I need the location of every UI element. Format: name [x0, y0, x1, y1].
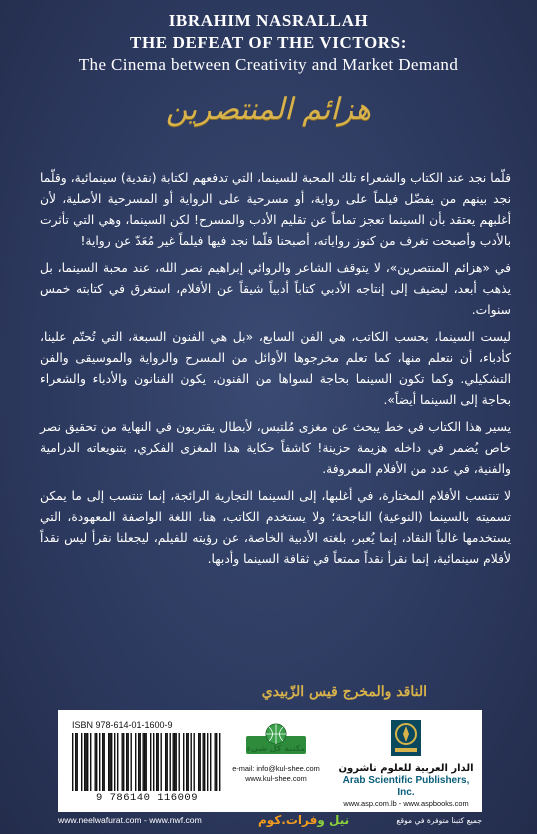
- isbn-label: ISBN 978-614-01-1600-9: [72, 720, 173, 730]
- publisher-emblem-icon: [389, 718, 423, 758]
- blurb-paragraph-1: قلّما نجد عند الكتاب والشعراء تلك المحبة للسينما، التي تدفعهم لكتابة (نقدية) سينمائية، وقلّما نجد بينهم من يفضّل فيلماً على رواية، أو مسرحية على الرواية أو المسرحية الأصلية، لأن أغلبهم يعتقد بأن السينما تعجز تماماً عن تقليم الأدب والمسرح! لكن السينما، وهي التي تأثرت بالأدب وأصبحت تغرف من كنوز رواياته، أصبحنا قلّما نجد فيها فيلماً غير مُعَدّ عن رواية!: [40, 171, 511, 248]
- publisher-name-english: Arab Scientific Publishers, Inc.: [342, 775, 470, 798]
- publisher-website: www.asp.com.lb - www.aspbooks.com: [343, 799, 469, 808]
- bookshop-email: e-mail: info@kul-shee.com: [232, 764, 320, 773]
- store-urls: www.neelwafurat.com - www.nwf.com: [58, 815, 202, 825]
- critic-signature: الناقد والمخرج قيس الزّبيدي: [261, 684, 427, 700]
- bottom-bar: [58, 812, 482, 832]
- english-header: [0, 10, 537, 76]
- blurb-paragraph-5: لا تنتسب الأفلام المختارة، في أغلبها، إلى السينما التجارية الرائجة، إنما تنتسب إلى ما يمكن تسميته بالسينما (النوعية) الناجحة؛ ولا يستخدم الكاتب، هنا، اللغة الواصفة المعهودة، التي يستخدمها غالباً النقاد، إنما يُعبر، بلغته الأدبية الخاصة، عن رؤيته للفيلم، ليجعلنا نقرأ ليس نقداً لأفلام سينمائية، إنما نقرأ نقداً ممتعاً في ثقافة السينما وأدبها.: [40, 489, 511, 566]
- blurb-paragraph-4: يسير هذا الكتاب في خط يبحث عن مغزى مُلتبس، لأبطال يقتربون في النهاية من تحقيق نصر خاص يُضمر في داخله هزيمة حزينة! كاشفاً حكاية هذا المغزى الفكري، بتنويعاته الدرامية والفنية، في عدد من الأفلام المعروفة.: [40, 420, 511, 476]
- bookshop-website: www.kul-shee.com: [245, 774, 307, 783]
- publisher-info-box: [58, 710, 482, 812]
- logo-part-orange: فرات.كوم: [258, 813, 318, 827]
- barcode-bars: [72, 733, 222, 791]
- english-subtitle: The Cinema between Creativity and Market Demand: [78, 55, 459, 74]
- blurb-text: [40, 168, 511, 576]
- author-name: IBRAHIM NASRALLAH: [168, 11, 369, 30]
- availability-note: جميع كتبنا متوفرة في موقع: [396, 816, 482, 825]
- neelwafurat-logo: [258, 813, 349, 827]
- bookshop-logo-icon: [246, 722, 306, 760]
- publisher-info: [336, 718, 476, 808]
- bookshop-info: [228, 722, 324, 808]
- blurb-paragraph-2: في «هزائم المنتصرين»، لا يتوقف الشاعر والروائي إبراهيم نصر الله، عند محبة السينما، بل يذهب أبعد، ليضيف إلى إنتاجه الأدبي كتاباً أدبياً شيقاً عن الأفلام، استغرق في كتابته خمس سنوات.: [40, 261, 511, 317]
- english-title: THE DEFEAT OF THE VICTORS:: [130, 33, 407, 52]
- arabic-title: هزائم المنتصرين: [165, 92, 372, 127]
- barcode-digits: 9 786140 116009: [95, 792, 198, 804]
- logo-part-green: نيل و: [317, 813, 350, 827]
- bookshop-logo-text: مكتبة كل شيء: [246, 744, 306, 753]
- isbn-barcode: [72, 720, 222, 804]
- publisher-name-arabic: الدار العربية للعلوم ناشرون: [338, 763, 474, 774]
- blurb-paragraph-3: ليست السينما، بحسب الكاتب، هي الفن السابع، «بل هي الفنون السبعة، التي تُحتّم علينا، كأدباء، أن نتعلم منها، كما تعلم مخرجوها الأوائل من المسرح والرواية والموسيقى والفن التشكيلي. وكما تكون السينما بحاجة لسواها من الفنون، يكون الفنانون والأدباء والشعراء بحاجة إلى السينما أيضاً».: [40, 330, 511, 407]
